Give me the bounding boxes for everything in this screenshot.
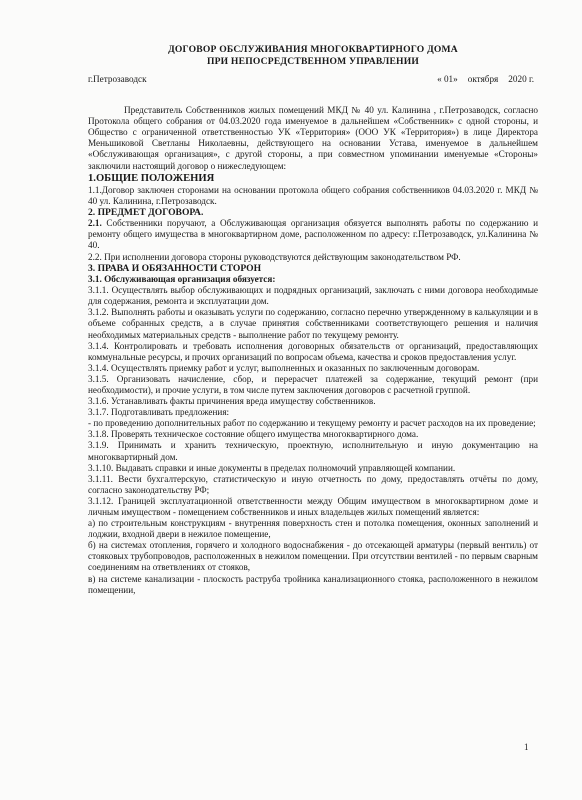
subsection-3-1-heading: 3.1. Обслуживающая организация обязуется: — [88, 274, 276, 285]
section-3-heading: 3. ПРАВА И ОБЯЗАННОСТИ СТОРОН — [88, 262, 262, 274]
clause-2-1 — [88, 218, 538, 251]
clause-3-1-9: 3.1.9. Принимать и хранить техническую, проектную, исполнительную и иную документацию на многоквартирный дом. — [88, 440, 538, 462]
contract-date — [437, 74, 538, 85]
clause-3-1-1: 3.1.1. Осуществлять выбор обслуживающих и подрядных организаций, заключать с ними договора необходимые для содержания, ремонта и эксплуатации дом. — [88, 285, 538, 307]
clause-3-1-12-a: а) по строительным конструкциям - внутренняя поверхность стен и потолка помещения, оконных заполнений и лоджии, входной двери в нежилое помещение, — [88, 518, 538, 540]
clause-3-1-5: 3.1.5. Организовать начисление, сбор, и перерасчет платежей за содержание, текущий ремонт (при необходимости), и прочие услуги, в том числе путем заключения договоров с расчетной группой. — [88, 373, 538, 395]
clause-3-1-7-item: - по проведению дополнительных работ по содержанию и текущему ремонту и расчет расходов на их проведение; — [88, 418, 536, 429]
clause-3-1-8: 3.1.8. Проверять техническое состояние общего имущества многоквартирного дома. — [88, 429, 419, 440]
clause-3-1-12-b: б) на системах отопления, горячего и холодного водоснабжения - до отсекающей арматуры (первый вентиль) от стояковых трубопроводов, расположенных в нежилом помещении. При отсутствии вентилей - по первым сварным соединениям на ответвлениях от стояков, — [88, 540, 538, 573]
clause-3-1-12-c: в) на системе канализации - плоскость раструба тройника канализационного стояка, расположенного в нежилом помещении, — [88, 573, 538, 595]
title-line-1: ДОГОВОР ОБСЛУЖИВАНИЯ МНОГОКВАРТИРНОГО ДОМА — [168, 44, 458, 55]
document-title — [88, 44, 538, 68]
clause-2-1-number: 2.1. — [88, 218, 102, 229]
city-date-row — [88, 74, 538, 85]
page-number: 1 — [524, 742, 529, 752]
date-month: октября — [467, 74, 499, 84]
clause-3-1-4-control: 3.1.4. Контролировать и требовать исполнения договорных обязательств от организаций, предоставляющих коммунальные ресурсы, и прочих организаций по вопросам объема, качества и сроков предоставления услуг. — [88, 340, 538, 362]
title-line-2: ПРИ НЕПОСРЕДСТВЕННОМ УПРАВЛЕНИИ — [206, 56, 420, 67]
city: г.Петрозаводск — [88, 74, 147, 84]
clause-2-2: 2.2. При исполнении договора стороны руководствуются действующим законодательством РФ. — [88, 251, 461, 262]
section-2-heading: 2. ПРЕДМЕТ ДОГОВОРА. — [88, 206, 204, 218]
date-year: 2020 г. — [508, 74, 534, 84]
intro-paragraph: Представитель Собственников жилых помещений МКД № 40 ул. Калинина , г.Петрозаводск, согласно Протокола общего собрания от 04.03.2020 года именуемое в дальнейшем «Собственник» с одной стороны, и Общество с ограниченной ответственностью УК «Территория» (ООО УК «Территория») в лице Директора Меньшиковой Светланы Николаевны, действующего на основании Устава, именуемое в дальнейшем «Обслуживающая организация», с другой стороны, а при совместном упоминании именуемые «Стороны» заключили настоящий договор о нижеследующем: — [88, 105, 538, 171]
clause-3-1-2: 3.1.2. Выполнять работы и оказывать услуги по содержанию, согласно перечню утвержденному в калькуляции и в объеме собранных средств, а в случае принятия собственниками соответствующего решения и наличия необходимых материальных средств - выполнение работ по текущему ремонту. — [88, 307, 538, 340]
clause-1-1: 1.1.Договор заключен сторонами на основании протокола общего собрания собственников 04.03.2020 г. МКД № 40 ул. Калинина, г.Петрозаводск. — [88, 184, 538, 206]
clause-3-1-11: 3.1.11. Вести бухгалтерскую, статистическую и иную отчетность по дому, предоставлять отчёты по дому, согласно законодательству РФ; — [88, 473, 538, 495]
clause-3-1-4-acceptance: 3.1.4. Осуществлять приемку работ и услуг, выполненных и оказанных по заключенным договорам. — [88, 362, 480, 373]
section-1-heading: 1.ОБЩИЕ ПОЛОЖЕНИЯ — [88, 172, 215, 184]
clause-3-1-7: 3.1.7. Подготавливать предложения: — [88, 407, 230, 418]
date-day: « 01» — [437, 74, 458, 84]
clause-3-1-12: 3.1.12. Границей эксплуатационной ответственности между Общим имуществом в многоквартирном доме и личным имуществом - помещением собственников и иных владельцев жилых помещений является: — [88, 495, 538, 517]
document-body — [88, 44, 538, 596]
clause-3-1-6: 3.1.6. Устанавливать факты причинения вреда имуществу собственников. — [88, 396, 376, 407]
clause-3-1-10: 3.1.10. Выдавать справки и иные документы в пределах полномочий управляющей компании. — [88, 462, 456, 473]
clause-2-1-text: Собственники поручают, а Обслуживающая организация обязуется выполнять работы по содержанию и ремонту общего имущества в многоквартирном доме, расположенном по адресу: г.Петрозаводск, ул.Калинина № 40. — [88, 218, 538, 251]
